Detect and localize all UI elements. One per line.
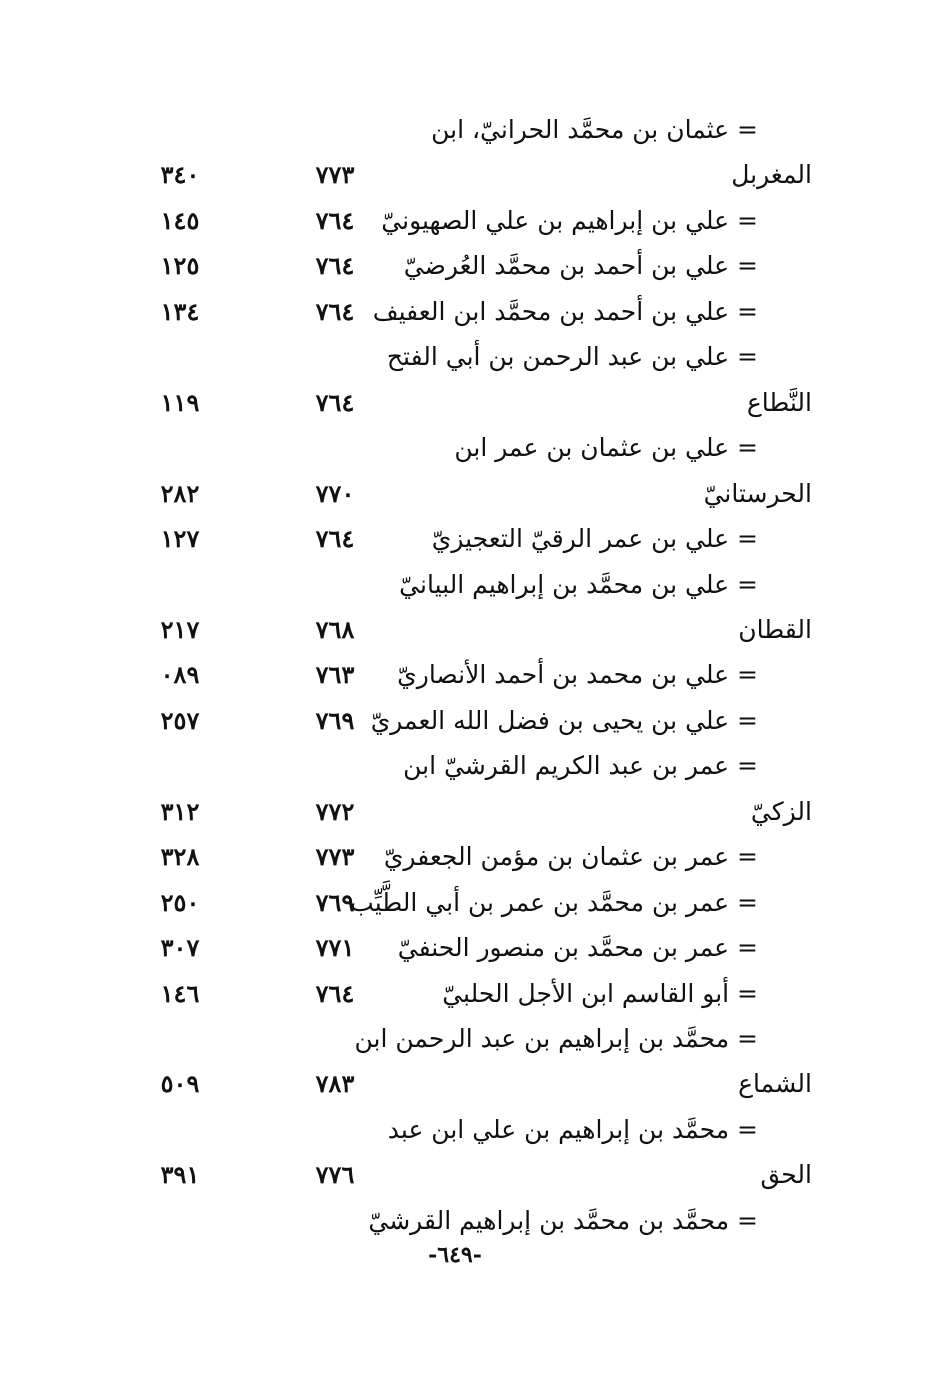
entry-year: ٧٧٢	[315, 796, 355, 826]
entry-name: = علي بن محمَّد بن إبراهيم البيانيّ	[399, 569, 758, 599]
entry-year: ٧٧٣	[315, 842, 355, 872]
entry-name: = عمر بن عبد الكريم القرشيّ ابن	[403, 751, 758, 781]
entry-number: ٢٥٧	[160, 705, 200, 735]
entry-year: ٧٦٤	[315, 296, 355, 326]
entry-number: ٣١٢	[160, 796, 200, 826]
entry-name: = محمَّد بن إبراهيم بن عبد الرحمن ابن	[354, 1024, 758, 1053]
entry-number: ٢٨٢	[160, 478, 200, 508]
entry-name: = عمر بن محمَّد بن منصور الحنفيّ	[397, 933, 758, 963]
list-item	[120, 201, 820, 241]
entry-name: = علي بن محمد بن أحمد الأنصاريّ	[397, 660, 758, 690]
list-item	[120, 837, 820, 877]
entry-name: = عمر بن محمَّد بن عمر بن أبي الطَّيِّب	[350, 887, 758, 917]
entry-year: ٧٧٠	[315, 478, 355, 508]
entry-name: = علي بن يحيى بن فضل الله العمريّ	[370, 705, 758, 735]
list-item	[120, 1064, 820, 1104]
list-item	[120, 565, 820, 605]
entry-number: ٣٩١	[160, 1160, 200, 1190]
entry-year: ٧٧١	[315, 933, 355, 963]
entry-name: = عثمان بن محمَّد الحرانيّ، ابن	[431, 115, 758, 144]
list-item	[120, 337, 820, 377]
list-item	[120, 928, 820, 968]
entry-name: الحق	[760, 1160, 812, 1190]
entry-number: ٢٥٠	[160, 887, 200, 917]
list-item	[120, 1019, 820, 1059]
list-item	[120, 292, 820, 332]
list-item	[120, 701, 820, 741]
entry-name: الزكيّ	[750, 796, 812, 826]
entry-number: ١٣٤	[160, 296, 200, 326]
entry-name: النَّطاع	[746, 387, 812, 417]
entry-name: = محمَّد بن محمَّد بن إبراهيم القرشيّ	[368, 1205, 758, 1235]
list-item	[120, 746, 820, 786]
entry-name: = علي بن إبراهيم بن علي الصهيونيّ	[381, 205, 758, 235]
entry-number: ١٢٥	[160, 251, 200, 281]
entry-year: ٧٦٤	[315, 205, 355, 235]
list-item	[120, 792, 820, 832]
entry-number: ١٤٦	[160, 978, 200, 1008]
list-item	[120, 155, 820, 195]
entry-name: الحرستانيّ	[703, 478, 812, 508]
list-item	[120, 610, 820, 650]
list-item	[120, 1155, 820, 1195]
entry-year: ٧٦٩	[315, 705, 355, 735]
list-item	[120, 974, 820, 1014]
entry-year: ٧٦٩	[315, 887, 355, 917]
page-number: -٦٤٩-	[428, 1242, 482, 1268]
entry-number: ٢١٧	[160, 614, 200, 644]
entry-name: القطان	[738, 614, 812, 644]
list-item	[120, 110, 820, 150]
entry-number: ١٢٧	[160, 524, 200, 554]
entry-name: = علي بن أحمد بن محمَّد العُرضيّ	[403, 251, 758, 281]
list-item	[120, 1110, 820, 1150]
entry-year: ٧٧٦	[315, 1160, 355, 1190]
entry-name: الشماع	[738, 1069, 812, 1099]
entry-number: ١١٩	[160, 387, 200, 417]
entry-year: ٧٧٣	[315, 160, 355, 190]
entry-number: ٠٨٩	[160, 660, 200, 690]
entry-number: ١٤٥	[160, 205, 200, 235]
entry-number: ٣٢٨	[160, 842, 200, 872]
entry-year: ٧٦٤	[315, 387, 355, 417]
list-item	[120, 655, 820, 695]
entry-name: = علي بن عمر الرقيّ التعجيزيّ	[431, 524, 758, 554]
entry-year: ٧٦٣	[315, 660, 355, 690]
entry-number: ٥٠٩	[160, 1069, 200, 1099]
entry-name: = علي بن أحمد بن محمَّد ابن العفيف	[372, 296, 758, 326]
list-item	[120, 883, 820, 923]
entry-name: = أبو القاسم ابن الأجل الحلبيّ	[442, 978, 758, 1008]
entry-year: ٧٦٤	[315, 978, 355, 1008]
entry-year: ٧٨٣	[315, 1069, 355, 1099]
entry-year: ٧٦٤	[315, 524, 355, 554]
entry-year: ٧٦٤	[315, 251, 355, 281]
entry-name: = عمر بن عثمان بن مؤمن الجعفريّ	[383, 842, 758, 872]
list-item	[120, 519, 820, 559]
list-item	[120, 474, 820, 514]
entry-name: = علي بن عثمان بن عمر ابن	[454, 433, 758, 463]
list-item	[120, 428, 820, 468]
list-item	[120, 383, 820, 423]
list-item	[120, 1201, 820, 1241]
entry-number: ٣٤٠	[160, 160, 200, 190]
entry-name: = علي بن عبد الرحمن بن أبي الفتح	[386, 342, 758, 372]
entry-name: المغربل	[731, 160, 812, 190]
entry-number: ٣٠٧	[160, 933, 200, 963]
list-item	[120, 246, 820, 286]
entry-year: ٧٦٨	[315, 614, 355, 644]
entry-name: = محمَّد بن إبراهيم بن علي ابن عبد	[387, 1114, 758, 1144]
